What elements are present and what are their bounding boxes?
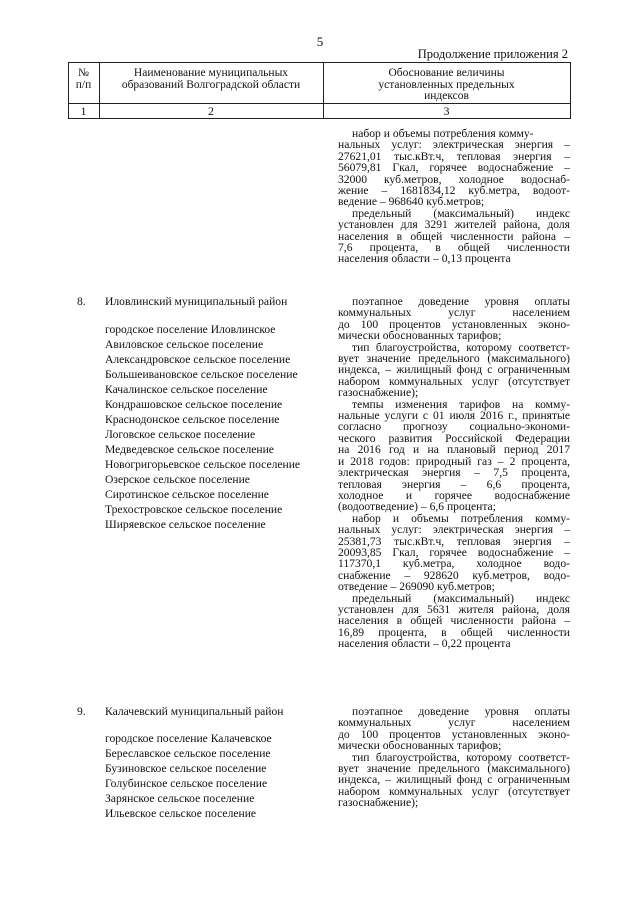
list-item: Качалинское сельское поселение <box>105 383 268 396</box>
list-item: Новогригорьевское сельское поселение <box>105 458 301 471</box>
page-number: 5 <box>316 34 324 49</box>
row-number-8: 8. <box>77 295 86 308</box>
column-number-3: 3 <box>443 104 450 118</box>
row-number-9: 9. <box>77 705 86 718</box>
district-name-8: Иловлинский муниципальный район <box>105 295 288 308</box>
list-item: Зарянское сельское поселение <box>105 792 255 805</box>
justification-block-9: поэтапное доведение уровня оплаты коммунальных услуг населением до 100 процентов установленных эконо- мически обоснованных тарифов; тип благоустройства, которому соответст- вует значение предельного (максимального) индекса, – жилищный фонд с ограниченным набором коммунальных услуг (отсутствует газоснабжение); <box>338 705 570 810</box>
column-number-1: 1 <box>80 104 87 118</box>
list-item: Медведевское сельское поселение <box>105 443 274 456</box>
settlement-list-8 <box>105 322 300 532</box>
header-col-justification: Обоснование величины установленных предельных индексов <box>378 67 515 102</box>
list-item: Авиловское сельское поселение <box>105 338 264 351</box>
continuation-note: Продолжение приложения 2 <box>417 47 568 61</box>
top-justification-block: набор и объемы потребления комму- нальных услуг: электрическая энергия – 27621,01 тыс.кВт.ч, тепловая энергия – 56079,81 Гкал, горячее водоснабжение – 32000 куб.метров, холодное водоснаб- жение – 1681834,12 куб.метра, водоот- ведение – 968640 куб.метров; предельный (максимальный) индекс установлен для 3291 жителей района, доля населения в общей численности района – 7,6 процента, в общей численности населения области – 0,13 процента <box>338 127 570 266</box>
justification-block-8: поэтапное доведение уровня оплаты коммунальных услуг населением до 100 процентов установленных эконо- мически обоснованных тарифов; тип благоустройства, которому соответст- вует значение предельного (максимального) индекса, – жилищный фонд с ограниченным набором коммунальных услуг (отсутствует газоснабжение); темпы изменения тарифов на комму- нальные услуги с 01 июля 2016 г., принятые согласно прогнозу социально-экономи- ческого развития Российской Федерации на 2016 год и на плановый период 2017 и 2018 годов: природный газ – 2 процента, электрическая энергия – 7,5 процента, тепловая энергия – 6,6 процента, холодное и горячее водоснабжение (водоотведение) – 6,6 процента; набор и объемы потребления комму- нальных услуг: электрическая энергия – 25381,73 тыс.кВт.ч, тепловая энергия – 20093,85 Гкал, горячее водоснабжение – 117370,1 куб.метра, холодное водо- снабжение – 928620 куб.метров, водо- отведение – 269090 куб.метров; предельный (максимальный) индекс установлен для 5631 жителя района, доля населения в общей численности района – 16,89 процента, в общей численности населения области – 0,22 процента <box>338 295 570 651</box>
district-name-9: Калачевский муниципальный район <box>105 705 284 718</box>
list-item: городское поселение Калачевское <box>105 732 272 745</box>
column-number-2: 2 <box>208 104 214 118</box>
header-col-name: Наименование муниципальных образований Волгоградской области <box>121 67 301 91</box>
settlement-list-9 <box>105 731 272 821</box>
list-item: Береславское сельское поселение <box>105 747 271 760</box>
list-item: Краснодонское сельское поселение <box>105 413 280 426</box>
list-item: Ширяевское сельское поселение <box>105 518 266 531</box>
list-item: городское поселение Иловлинское <box>105 323 276 336</box>
list-item: Озерское сельское поселение <box>105 473 250 486</box>
header-col-number: № п/п <box>75 67 92 91</box>
list-item: Большеивановское сельское поселение <box>105 368 298 381</box>
list-item: Александровское сельское поселение <box>105 353 291 366</box>
list-item: Трехостровское сельское поселение <box>105 503 283 516</box>
list-item: Ильевское сельское поселение <box>105 807 257 820</box>
list-item: Кондрашовское сельское поселение <box>105 398 283 411</box>
list-item: Сиротинское сельское поселение <box>105 488 269 501</box>
list-item: Голубинское сельское поселение <box>105 777 268 790</box>
list-item: Бузиновское сельское поселение <box>105 762 267 775</box>
list-item: Логовское сельское поселение <box>105 428 256 441</box>
